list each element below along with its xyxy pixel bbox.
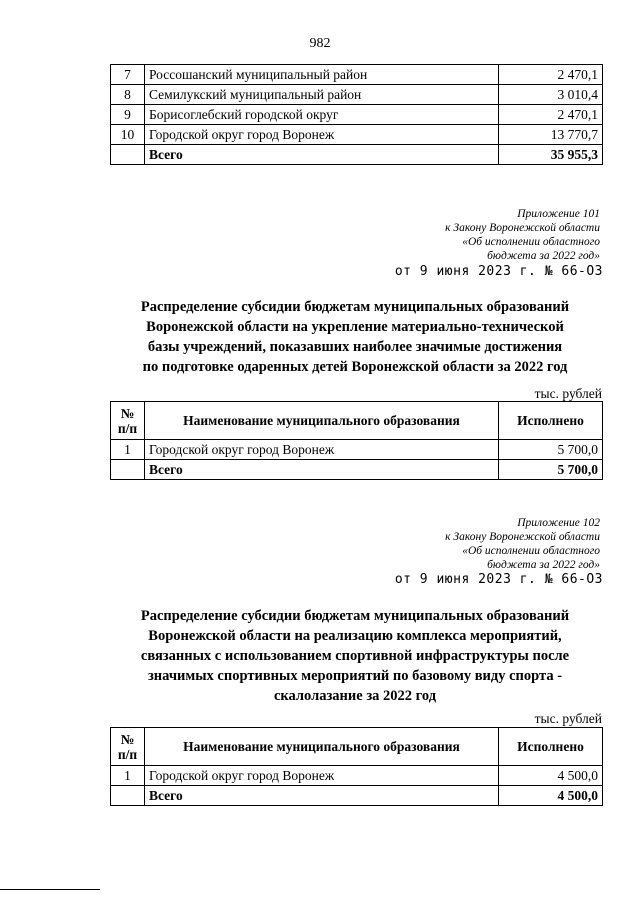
row-number: 7 [111,65,145,85]
total-row [111,145,603,165]
table-header [111,728,603,766]
appendix-line: Приложение 102 [517,517,600,529]
total-value: 4 500,0 [499,786,603,806]
appendix-101-header [300,207,600,263]
table-row [111,766,603,786]
appendix-line: Приложение 101 [517,208,600,220]
appendix-102-header [300,516,600,572]
row-number: 1 [111,440,145,460]
table-row [111,105,603,125]
row-number: 10 [111,125,145,145]
executed-value: 4 500,0 [499,766,603,786]
units-label: тыс. рублей [534,711,602,726]
footer-divider [0,889,100,890]
row-number: 8 [111,85,145,105]
table-row [111,125,603,145]
appendix-102-title: Распределение субсидии бюджетам муниципальных образований Воронежской области на реализацию комплекса мероприятий, связанных с использованием спортивной инфраструктуры после значимых спортивных мероприятий по базовому виду спорта - скалолазание за 2022 год [140,608,570,704]
decree-stamp: от 9 июня 2023 г. № 66-ОЗ [394,572,603,587]
total-label: Всего [145,786,499,806]
appendix-101-table [110,401,603,480]
table-row [111,85,603,105]
municipality-name: Борисоглебский городской округ [145,105,499,125]
total-value: 5 700,0 [499,460,603,480]
municipality-name: Городской округ город Воронеж [145,766,499,786]
appendix-line: бюджета за 2022 год» [487,250,600,262]
units-label: тыс. рублей [534,386,602,401]
appendix-line: к Закону Воронежской области [445,222,600,234]
row-number: 1 [111,766,145,786]
page-number: 982 [309,36,331,51]
header-executed: Исполнено [499,728,603,766]
executed-value: 2 470,1 [499,65,603,85]
municipality-name: Городской округ город Воронеж [145,125,499,145]
decree-stamp: от 9 июня 2023 г. № 66-ОЗ [394,264,603,279]
total-row [111,460,603,480]
top-table [110,64,603,165]
table-row [111,65,603,85]
municipality-name: Городской округ город Воронеж [145,440,499,460]
header-name: Наименование муниципального образования [145,402,499,440]
total-row [111,786,603,806]
header-number: № п/п [111,402,145,440]
total-label: Всего [145,145,499,165]
header-name: Наименование муниципального образования [145,728,499,766]
total-value: 35 955,3 [499,145,603,165]
appendix-line: к Закону Воронежской области [445,531,600,543]
municipality-name: Семилукский муниципальный район [145,85,499,105]
executed-value: 5 700,0 [499,440,603,460]
row-number: 9 [111,105,145,125]
appendix-line: «Об исполнении областного [462,545,600,557]
table-header [111,402,603,440]
executed-value: 13 770,7 [499,125,603,145]
table-row [111,440,603,460]
executed-value: 3 010,4 [499,85,603,105]
header-number: № п/п [111,728,145,766]
executed-value: 2 470,1 [499,105,603,125]
appendix-line: «Об исполнении областного [462,236,600,248]
header-executed: Исполнено [499,402,603,440]
appendix-101-title: Распределение субсидии бюджетам муниципальных образований Воронежской области на укрепление материально-технической базы учреждений, показавших наиболее значимые достижения по подготовке одаренных детей Воронежской области за 2022 год [140,299,570,375]
municipality-name: Россошанский муниципальный район [145,65,499,85]
appendix-102-table [110,727,603,806]
total-label: Всего [145,460,499,480]
appendix-line: бюджета за 2022 год» [487,559,600,571]
